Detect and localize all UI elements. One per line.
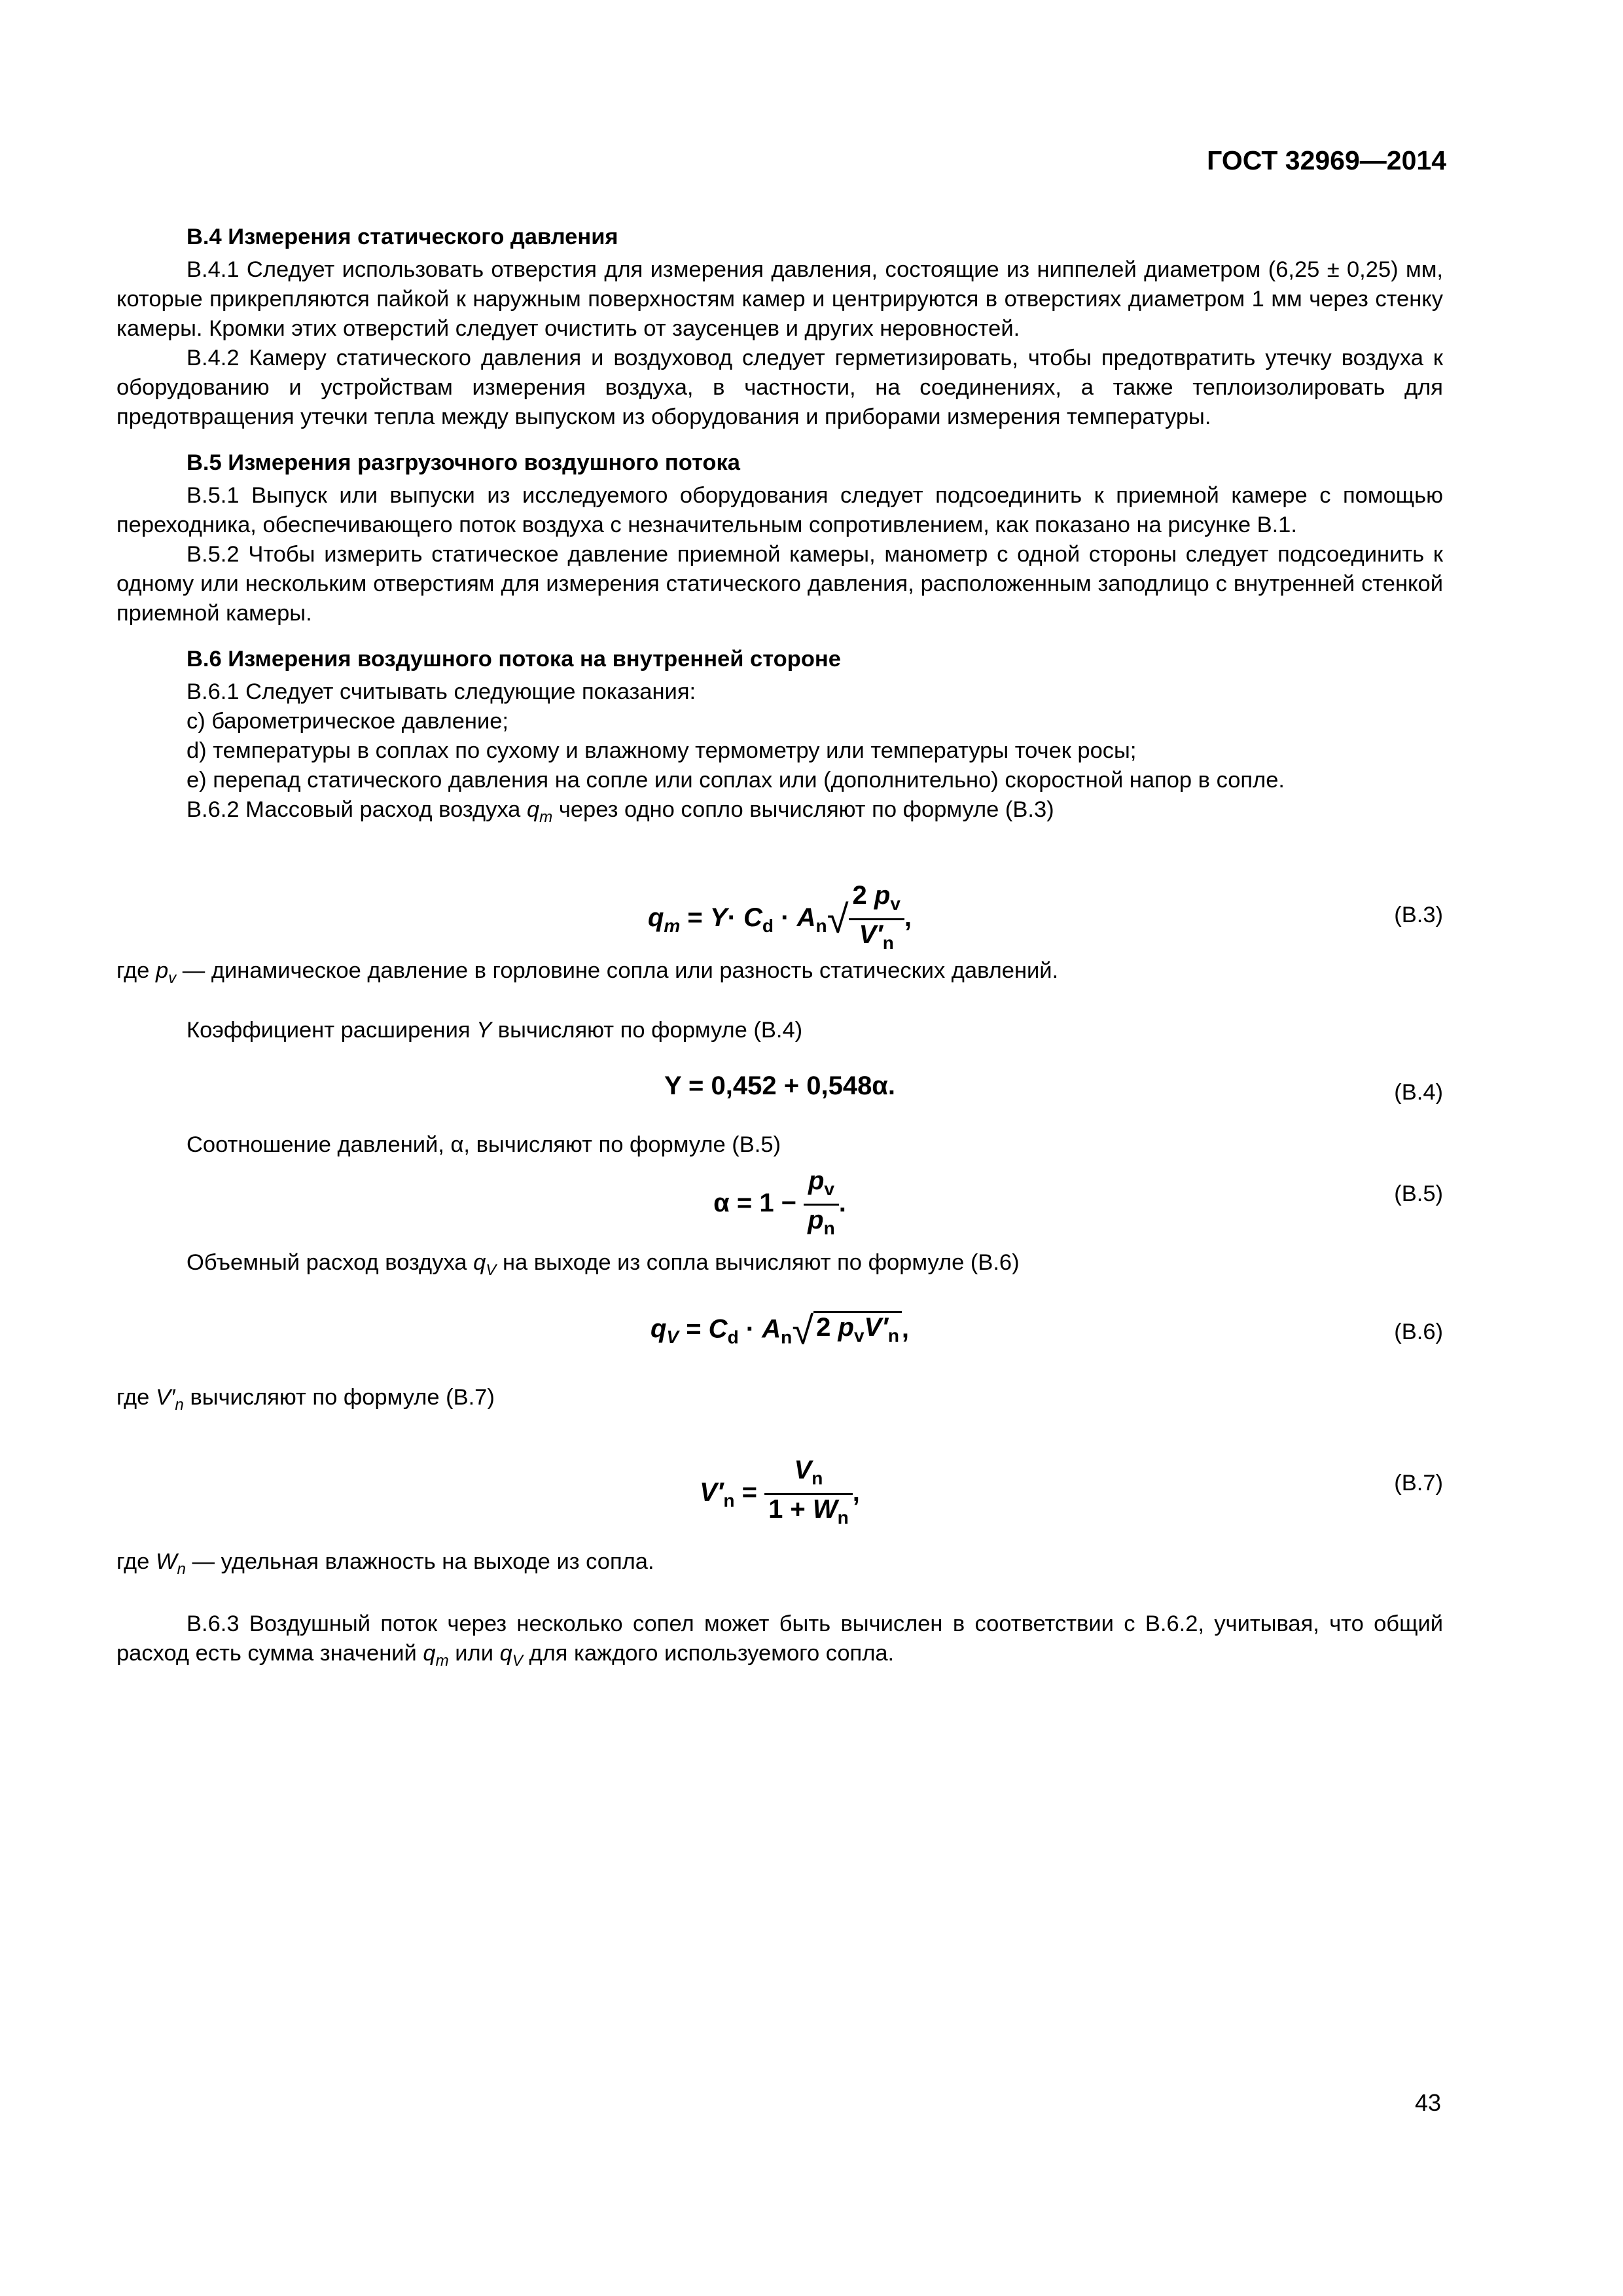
ratio-text: Соотношение давлений, α, вычисляют по формуле (В.5): [187, 1132, 781, 1157]
equation-b7-number: (В.7): [1394, 1470, 1443, 1496]
standard-header: ГОСТ 32969—2014: [1207, 145, 1446, 175]
section-heading-b6: В.6 Измерения воздушного потока на внутренней стороне: [187, 647, 841, 672]
paragraph-b6-3: В.6.3 Воздушный поток через несколько сопел может быть вычислен в соответствии с В.6.2, учитывая, что общий расход есть сумма значений $q_m$ или $q_V$ для каждого используемого сопла.: [116, 1611, 1443, 1670]
paragraph-b6-1: В.6.1 Следует считывать следующие показания:: [187, 679, 696, 704]
equation-b7: [116, 1456, 1443, 1547]
list-item-c: с) барометрическое давление;: [187, 709, 508, 734]
paragraph-b6-2: В.6.2 Массовый расход воздуха $q_m$ через одно сопло вычисляют по формуле (В.3): [187, 797, 1054, 826]
equation-b7-formula: $V'_n$ = $\frac{V_n}{1 + W_n}$ ,: [700, 1455, 860, 1528]
coefficient-text: Коэффициент расширения Y вычисляют по формуле (В.4): [187, 1017, 803, 1043]
equation-b6-formula: $q_V = C_d \cdot A_n√$ 2 $p_vV'_n$ ,: [650, 1308, 910, 1353]
paragraph-b5-2: В.5.2 Чтобы измерить статическое давление приемной камеры, манометр с одной стороны следует подсоединить к одному или нескольким отверстиям для измерения статического давления, расположенным заподлицо с внутренней стенкой приемной камеры.: [116, 542, 1443, 626]
equation-b3-number: (В.3): [1394, 902, 1443, 927]
equation-b5-number: (В.5): [1394, 1181, 1443, 1206]
page-number: 43: [1414, 2089, 1441, 2116]
equation-b5: [116, 1160, 1443, 1242]
where-pv: где $p_v$ — динамическое давление в горловине сопла или разность статических давлений.: [116, 958, 1059, 987]
equation-b6: [116, 1308, 1443, 1383]
paragraph-b4-1: В.4.1 Следует использовать отверстия для измерения давления, состоящие из ниппелей диаметром (6,25 ± 0,25) мм, которые прикрепляются пайкой к наружным поверхностям камер и центрируются в отверстиях диаметром 1 мм через стенку камеры. Кромки этих отверстий следует очистить от заусенцев и других неровностей.: [116, 257, 1443, 341]
equation-b4-number: (В.4): [1394, 1079, 1443, 1105]
paragraph-b5-1: В.5.1 Выпуск или выпуски из исследуемого оборудования следует подсоединить к приемной камере с помощью переходника, обеспечивающего поток воздуха с незначительным сопротивлением, как показано на рисунке В.1.: [116, 483, 1443, 537]
equation-b3: [116, 868, 1443, 956]
page-content: [116, 223, 1443, 1676]
equation-b4-formula: Y = 0,452 + 0,548α.: [664, 1071, 896, 1100]
where-vn: где $V'_n$ вычисляют по формуле (В.7): [116, 1384, 495, 1414]
list-item-e: е) перепад статического давления на сопле или соплах или (дополнительно) скоростной напор в сопле.: [187, 768, 1285, 793]
section-heading-b4: В.4 Измерения статического давления: [187, 224, 618, 249]
paragraph-b4-2: В.4.2 Камеру статического давления и воздуховод следует герметизировать, чтобы предотвратить утечку воздуха к оборудованию и устройствам измерения воздуха, в частности, на соединениях, а также теплоизолировать для предотвращения утечки тепла между выпуском из оборудования и приборами измерения температуры.: [116, 346, 1443, 429]
where-wn: где $W_n$ — удельная влажность на выходе из сопла.: [116, 1549, 654, 1578]
list-item-d: d) температуры в соплах по сухому и влажному термометру или температуры точек росы;: [187, 738, 1137, 763]
volume-flow-text: Объемный расход воздуха $q_V$ на выходе из сопла вычисляют по формуле (В.6): [187, 1249, 1020, 1279]
equation-b4: [116, 1071, 1443, 1130]
equation-b6-number: (В.6): [1394, 1319, 1443, 1344]
equation-b5-formula: α = 1 − $\frac{p_v}{p_n}$ .: [713, 1166, 846, 1238]
section-heading-b5: В.5 Измерения разгрузочного воздушного потока: [187, 450, 740, 475]
equation-b3-formula: $q_m = Y\cdot C_d \cdot A_n√$ $\frac{2 p_v}{V'_n}$ ,: [647, 880, 912, 953]
